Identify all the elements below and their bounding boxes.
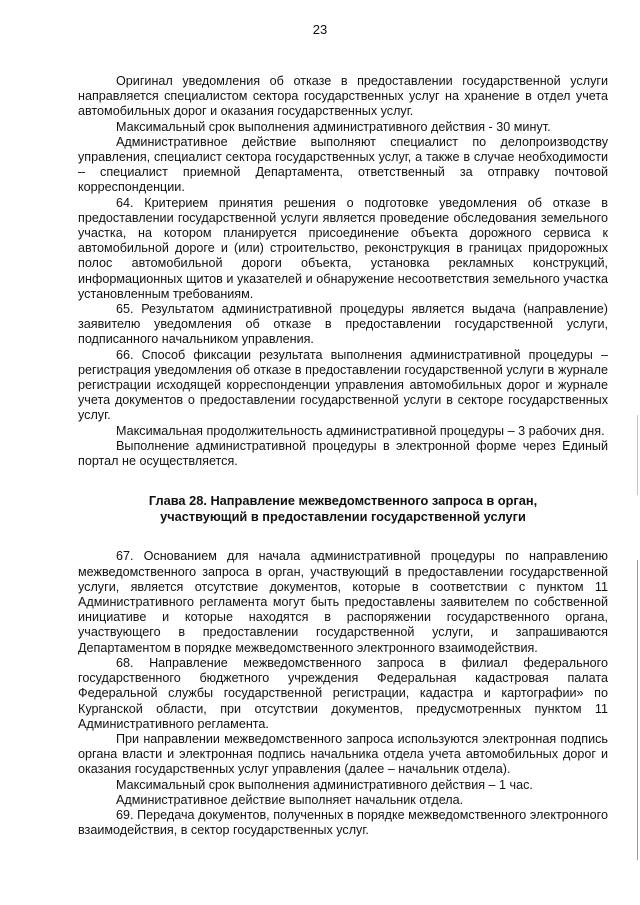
page-number: 23 bbox=[312, 22, 328, 37]
paragraph-69: 69. Передача документов, полученных в порядке межведомственного электронного взаимодействия, в сектор государственных услуг. bbox=[78, 807, 608, 838]
paragraph-64: 64. Критерием принятия решения о подготовке уведомления об отказе в предоставлении государственной услуги является проведение обследования земельного участка, на котором планируется присоединение объекта дорожного сервиса к автомобильной дороге и (или) строительство, реконструкция в границах придорожных полос автомобильной дороги объекта, установка рекламных конструкций, информационных щитов и указателей и обнаружение несоответствия земельного участка установленным требованиям. bbox=[78, 195, 608, 301]
paragraph-68: 68. Направление межведомственного запроса в филиал федерального государственного бюджетного учреждения Федеральная кадастровая палата Федеральной службы государственной регистрации, кадастра и картографии» по Курганской области, при отсутствии документов, предусмотренных пунктом 11 Административного регламента. bbox=[78, 655, 608, 731]
paragraph: Оригинал уведомления об отказе в предоставлении государственной услуги направляется специалистом сектора государственных услуг на хранение в отдел учета автомобильных дорог и оказания государственных услуг. bbox=[78, 74, 608, 119]
paragraph: Административное действие выполняет начальник отдела. bbox=[116, 792, 464, 807]
paragraph-66: 66. Способ фиксации результата выполнения административной процедуры – регистрация уведомления об отказе в предоставлении государственной услуги в журнале регистрации исходящей корреспонденции управления автомобильных дорог и журнале учета документов о предоставлении государственной услуги в секторе государственных услуг. bbox=[78, 347, 608, 423]
chapter-heading-line-2: участвующий в предоставлении государственной услуги bbox=[160, 508, 526, 524]
paragraph: При направлении межведомственного запроса используются электронная подпись органа власти и электронная подпись начальника отдела учета автомобильных дорог и оказания государственных услуг управления (далее – начальник отдела). bbox=[78, 731, 608, 777]
paragraph: Максимальная продолжительность административной процедуры – 3 рабочих дня. bbox=[116, 423, 605, 438]
document-body bbox=[78, 74, 608, 838]
paragraph-65: 65. Результатом административной процедуры является выдача (направление) заявителю уведомления об отказе в предоставлении государственной услуги, подписанного начальником управления. bbox=[78, 302, 608, 347]
paragraph: Максимальный срок выполнения административного действия – 1 час. bbox=[116, 777, 533, 792]
chapter-heading-line-1: Глава 28. Направление межведомственного запроса в орган, bbox=[148, 493, 538, 509]
chapter-heading bbox=[78, 493, 608, 524]
scan-edge-line bbox=[637, 415, 638, 495]
scan-edge-line bbox=[637, 560, 638, 860]
paragraph: Выполнение административной процедуры в электронной форме через Единый портал не осуществляется. bbox=[78, 438, 608, 469]
paragraph: Максимальный срок выполнения административного действия - 30 минут. bbox=[116, 119, 551, 134]
paragraph-67: 67. Основанием для начала административной процедуры по направлению межведомственного запроса в орган, участвующий в предоставлении государственной услуги, является отсутствие документов, которые в соответствии с пунктом 11 Административного регламента могут быть предоставлены заявителем по собственной инициативе и которые находятся в распоряжении государственного органа, участвующего в предоставлении государственной услуги, и запрашиваются Департаментом в порядке межведомственного электронного взаимодействия. bbox=[78, 549, 608, 655]
paragraph: Административное действие выполняют специалист по делопроизводству управления, специалист сектора государственных услуг, а также в случае необходимости – специалист приемной Департамента, ответственный за отправку почтовой корреспонденции. bbox=[78, 134, 608, 195]
